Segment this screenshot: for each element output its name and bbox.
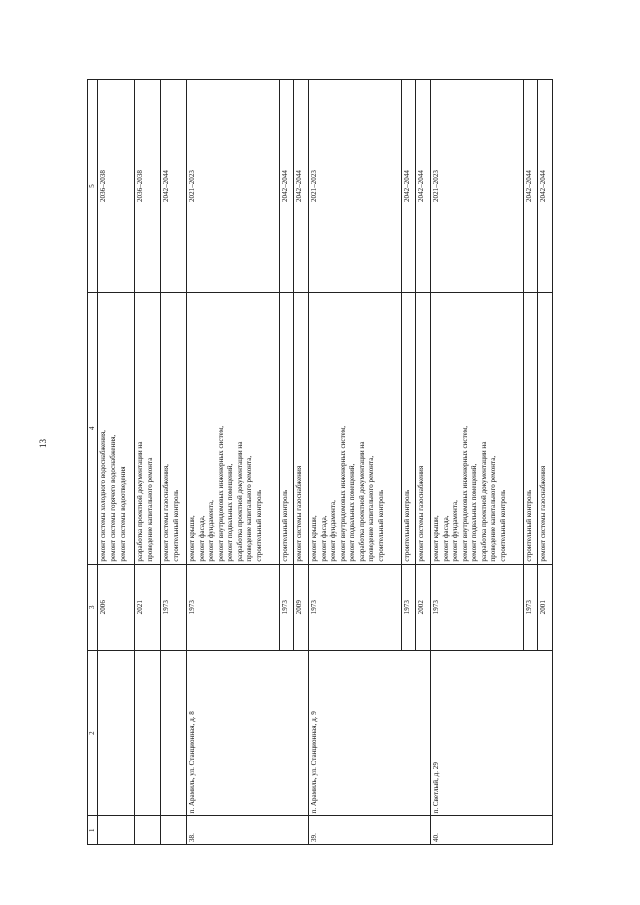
number-cell-empty bbox=[161, 816, 187, 845]
works-cell bbox=[186, 293, 279, 565]
works-cell bbox=[279, 293, 294, 565]
repair-period-cell: 2021–2023 bbox=[308, 80, 401, 293]
commission-year-cell: 1973 bbox=[401, 564, 416, 650]
repair-period-cell: 2042–2044 bbox=[523, 80, 538, 293]
work-item: ремонт крыши, bbox=[187, 515, 196, 562]
col-3-header: 3 bbox=[88, 564, 98, 650]
work-item: строительный контроль bbox=[280, 489, 289, 562]
work-item: строительный контроль bbox=[498, 489, 507, 562]
repair-period-cell: 2021–2023 bbox=[430, 80, 523, 293]
work-item: ремонт фундамента, bbox=[207, 500, 216, 562]
address-cell-empty bbox=[98, 650, 135, 816]
col-4-header: 4 bbox=[88, 293, 98, 565]
commission-year-cell: 2009 bbox=[294, 564, 309, 650]
table-row bbox=[98, 80, 135, 845]
work-item: ремонт подвальных помещений, bbox=[226, 463, 235, 562]
table-body bbox=[98, 80, 553, 845]
work-item: строительный контроль bbox=[376, 489, 385, 562]
address-cell-empty bbox=[135, 650, 161, 816]
work-item: строительный контроль bbox=[402, 489, 411, 562]
work-item: проведение капитального ремонта bbox=[145, 457, 154, 562]
capital-repair-table bbox=[87, 79, 553, 845]
row-number-cell: 38. bbox=[186, 816, 308, 845]
commission-year-cell: 1973 bbox=[161, 564, 187, 650]
row-number-cell: 40. bbox=[430, 816, 552, 845]
repair-period-cell: 2042–2044 bbox=[161, 80, 187, 293]
work-item: ремонт фасада, bbox=[197, 515, 206, 562]
works-cell bbox=[401, 293, 416, 565]
work-item: строительный контроль bbox=[524, 489, 533, 562]
work-item: проведение капитального ремонта, bbox=[245, 455, 254, 562]
table-row bbox=[161, 80, 187, 845]
work-item: ремонт системы газоснабжения bbox=[539, 465, 548, 562]
commission-year-cell: 2021 bbox=[135, 564, 161, 650]
table-row bbox=[135, 80, 161, 845]
works-cell bbox=[308, 293, 401, 565]
repair-period-cell: 2042–2044 bbox=[294, 80, 309, 293]
work-item: ремонт внутридомовых инженерных систем, bbox=[460, 425, 469, 562]
address-cell: п. Светлый, д. 29 bbox=[430, 650, 552, 816]
commission-year-cell: 1973 bbox=[186, 564, 279, 650]
works-cell bbox=[294, 293, 309, 565]
repair-period-cell: 2042–2044 bbox=[416, 80, 431, 293]
col-2-header: 2 bbox=[88, 650, 98, 816]
number-cell-empty bbox=[98, 816, 135, 845]
work-item: проведение капитального ремонта, bbox=[489, 455, 498, 562]
commission-year-cell: 2002 bbox=[416, 564, 431, 650]
repair-period-cell: 2042–2044 bbox=[401, 80, 416, 293]
work-item: ремонт фундамента, bbox=[451, 500, 460, 562]
col-5-header: 5 bbox=[88, 80, 98, 293]
works-cell bbox=[523, 293, 538, 565]
work-item: ремонт внутридомовых инженерных систем, bbox=[216, 425, 225, 562]
work-item: строительный контроль bbox=[254, 489, 263, 562]
work-item: строительный контроль bbox=[171, 489, 180, 562]
work-item: ремонт подвальных помещений, bbox=[348, 463, 357, 562]
works-cell bbox=[161, 293, 187, 565]
work-item: разработка проектной документации на bbox=[479, 441, 488, 562]
works-cell bbox=[135, 293, 161, 565]
address-cell: п. Арамиль, ул. Станционная, д. 8 bbox=[186, 650, 308, 816]
commission-year-cell: 2006 bbox=[98, 564, 135, 650]
repair-period-cell: 2036–2038 bbox=[98, 80, 135, 293]
table-row bbox=[308, 80, 401, 845]
commission-year-cell: 1973 bbox=[430, 564, 523, 650]
work-item: ремонт подвальных помещений, bbox=[470, 463, 479, 562]
work-item: ремонт системы водоотведения bbox=[118, 466, 127, 562]
work-item: ремонт системы газоснабжения bbox=[295, 465, 304, 562]
work-item: ремонт фундамента, bbox=[329, 500, 338, 562]
commission-year-cell: 1973 bbox=[523, 564, 538, 650]
table-row bbox=[186, 80, 279, 845]
work-item: разработка проектной документации на bbox=[235, 441, 244, 562]
work-item: ремонт фасада, bbox=[441, 515, 450, 562]
work-item: ремонт системы холодного водоснабжения, bbox=[99, 430, 108, 562]
rotated-page-content bbox=[87, 79, 553, 845]
work-item: разработка проектной документации на bbox=[357, 441, 366, 562]
commission-year-cell: 1973 bbox=[279, 564, 294, 650]
work-item: ремонт фасада, bbox=[319, 515, 328, 562]
work-item: разработка проектной документации на bbox=[136, 441, 145, 562]
page-number: 13 bbox=[38, 439, 48, 448]
repair-period-cell: 2021–2023 bbox=[186, 80, 279, 293]
work-item: ремонт системы газоснабжения bbox=[417, 465, 426, 562]
works-cell bbox=[416, 293, 431, 565]
work-item: ремонт внутридомовых инженерных систем, bbox=[338, 425, 347, 562]
work-item: проведение капитального ремонта, bbox=[367, 455, 376, 562]
repair-period-cell: 2042–2044 bbox=[279, 80, 294, 293]
works-cell bbox=[538, 293, 553, 565]
column-number-header bbox=[88, 80, 98, 845]
works-cell bbox=[98, 293, 135, 565]
commission-year-cell: 2001 bbox=[538, 564, 553, 650]
works-cell bbox=[430, 293, 523, 565]
row-number-cell: 39. bbox=[308, 816, 430, 845]
col-1-header: 1 bbox=[88, 816, 98, 845]
work-item: ремонт крыши, bbox=[431, 515, 440, 562]
commission-year-cell: 1973 bbox=[308, 564, 401, 650]
address-cell-empty bbox=[161, 650, 187, 816]
repair-period-cell: 2036–2038 bbox=[135, 80, 161, 293]
address-cell: п. Арамиль, ул. Станционная, д. 9 bbox=[308, 650, 430, 816]
number-cell-empty bbox=[135, 816, 161, 845]
work-item: ремонт системы горячего водоснабжения, bbox=[109, 434, 117, 562]
work-item: ремонт крыши, bbox=[309, 515, 318, 562]
work-item: ремонт системы газоснабжения, bbox=[162, 464, 171, 562]
table-row bbox=[430, 80, 523, 845]
repair-period-cell: 2042–2044 bbox=[538, 80, 553, 293]
